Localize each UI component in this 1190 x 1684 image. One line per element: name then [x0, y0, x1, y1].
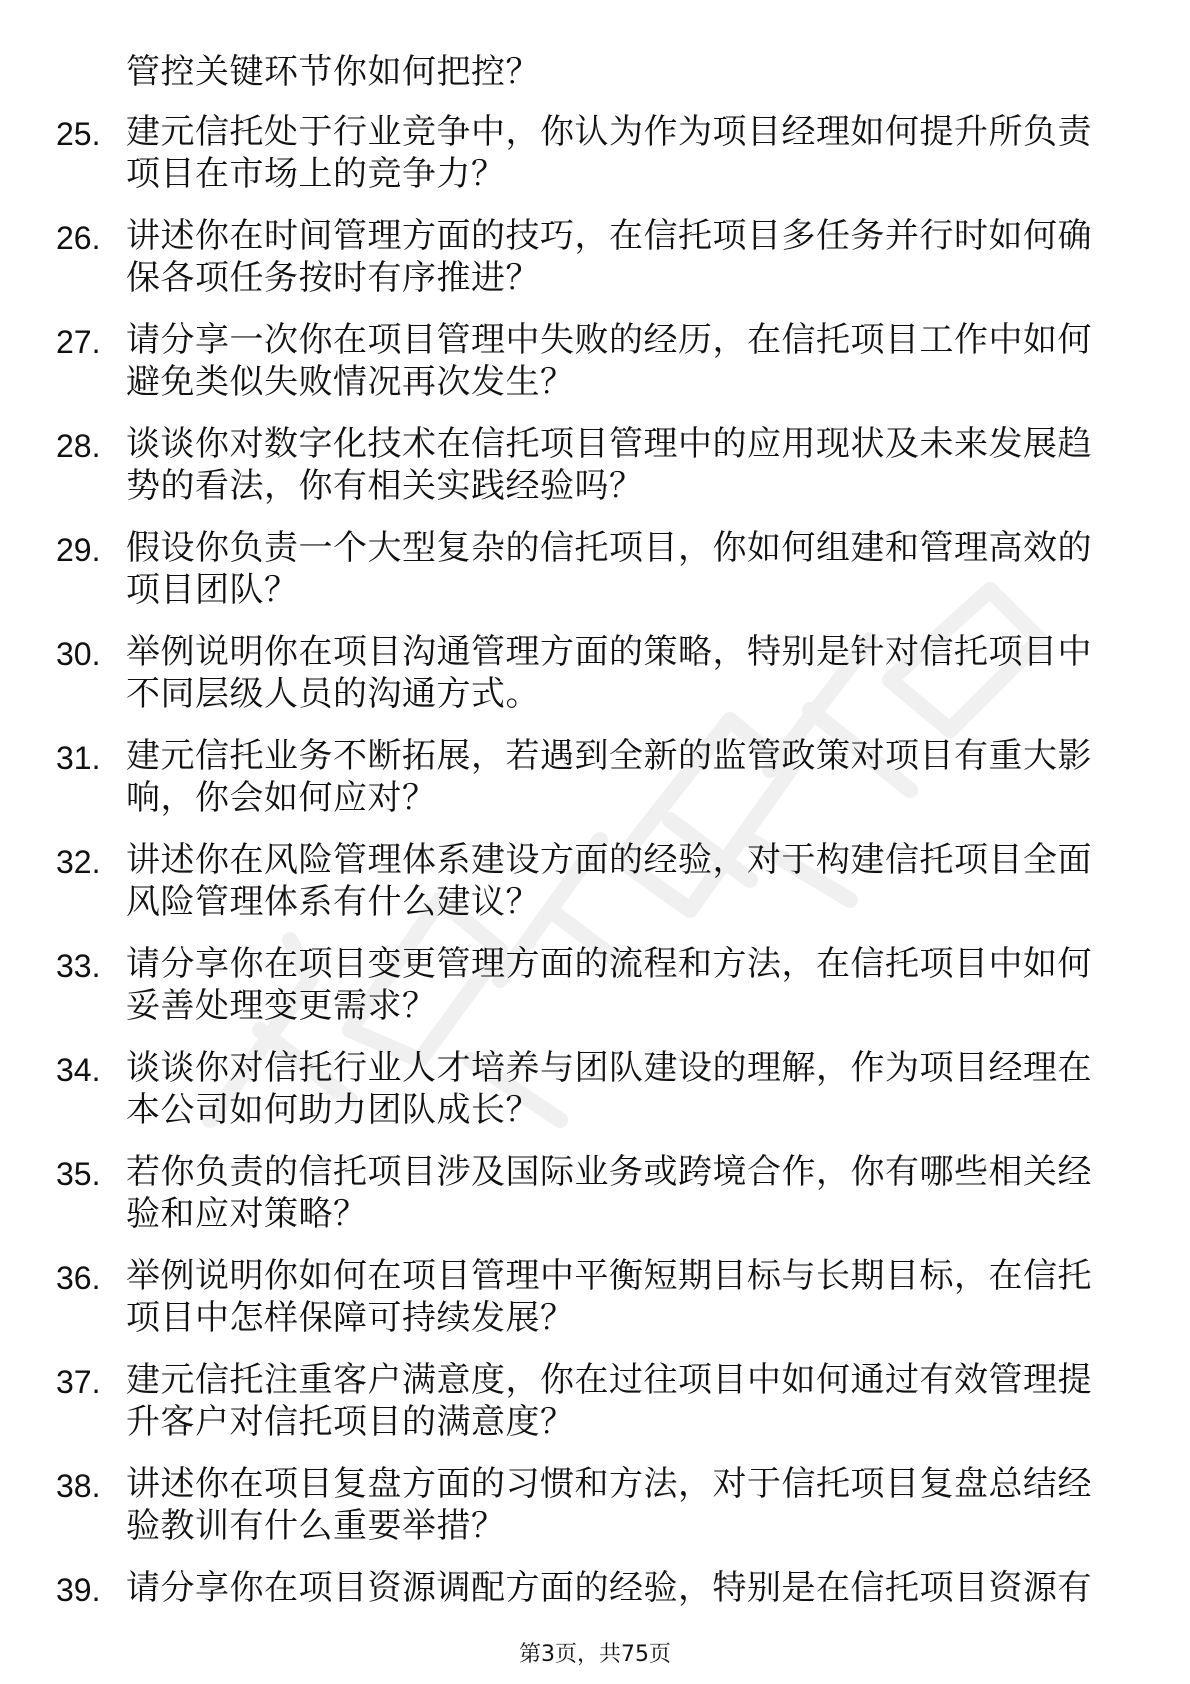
- question-number: 26.: [56, 220, 101, 256]
- question-number: 39.: [56, 1572, 101, 1608]
- question-text-line-2: 项目在市场上的竞争力？: [126, 154, 506, 194]
- question-text-line-1: 谈谈你对信托行业人才培养与团队建设的理解，作为项目经理在: [126, 1048, 1092, 1088]
- question-number: 34.: [56, 1052, 101, 1088]
- question-text-line-1: 请分享一次你在项目管理中失败的经历，在信托项目工作中如何: [126, 320, 1092, 360]
- question-text-line-1: 谈谈你对数字化技术在信托项目管理中的应用现状及未来发展趋: [126, 424, 1092, 464]
- list-item: [0, 624, 1190, 728]
- list-item: [0, 208, 1190, 312]
- question-text-line-1: 举例说明你在项目沟通管理方面的策略，特别是针对信托项目中: [126, 632, 1092, 672]
- question-text-line-1: 讲述你在时间管理方面的技巧，在信托项目多任务并行时如何确: [126, 216, 1092, 256]
- question-text-line-2: 升客户对信托项目的满意度？: [126, 1402, 575, 1442]
- question-text-line-1: 请分享你在项目资源调配方面的经验，特别是在信托项目资源有: [126, 1568, 1092, 1608]
- continued-question-text: 管控关键环节你如何把控？: [126, 52, 540, 92]
- question-number: 29.: [56, 532, 101, 568]
- question-number: 31.: [56, 740, 101, 776]
- list-item: [0, 520, 1190, 624]
- question-number: 33.: [56, 948, 101, 984]
- question-text-line-1: 建元信托处于行业竞争中，你认为作为项目经理如何提升所负责: [126, 112, 1092, 152]
- question-number: 32.: [56, 844, 101, 880]
- list-item: [0, 728, 1190, 832]
- question-number: 36.: [56, 1260, 101, 1296]
- question-text-line-2: 势的看法，你有相关实践经验吗？: [126, 466, 644, 506]
- question-text-line-1: 建元信托业务不断拓展，若遇到全新的监管政策对项目有重大影: [126, 736, 1092, 776]
- list-item: [0, 936, 1190, 1040]
- question-number: 37.: [56, 1364, 101, 1400]
- question-text-line-1: 建元信托注重客户满意度，你在过往项目中如何通过有效管理提: [126, 1360, 1092, 1400]
- list-item: [0, 1040, 1190, 1144]
- question-number: 28.: [56, 428, 101, 464]
- list-item: [0, 312, 1190, 416]
- page-footer: 第3页，共75页: [519, 1642, 671, 1667]
- question-text-line-2: 验和应对策略？: [126, 1194, 368, 1234]
- question-number: 30.: [56, 636, 101, 672]
- question-text-line-1: 讲述你在项目复盘方面的习惯和方法，对于信托项目复盘总结经: [126, 1464, 1092, 1504]
- list-item: [0, 1352, 1190, 1456]
- question-text-line-2: 项目中怎样保障可持续发展？: [126, 1298, 575, 1338]
- list-item: [0, 1144, 1190, 1248]
- list-item: [0, 1456, 1190, 1560]
- question-text-line-2: 验教训有什么重要举措？: [126, 1506, 506, 1546]
- list-item: [0, 416, 1190, 520]
- question-text-line-1: 请分享你在项目变更管理方面的流程和方法，在信托项目中如何: [126, 944, 1092, 984]
- question-text-line-2: 避免类似失败情况再次发生？: [126, 362, 575, 402]
- question-number: 35.: [56, 1156, 101, 1192]
- question-number: 27.: [56, 324, 101, 360]
- list-item: [0, 832, 1190, 936]
- question-text-line-1: 若你负责的信托项目涉及国际业务或跨境合作，你有哪些相关经: [126, 1152, 1092, 1192]
- question-text-line-2: 风险管理体系有什么建议？: [126, 882, 540, 922]
- question-number: 25.: [56, 116, 101, 152]
- question-text-line-2: 妥善处理变更需求？: [126, 986, 437, 1026]
- question-text-line-2: 本公司如何助力团队成长？: [126, 1090, 540, 1130]
- question-number: 38.: [56, 1468, 101, 1504]
- question-text-line-1: 讲述你在风险管理体系建设方面的经验，对于构建信托项目全面: [126, 840, 1092, 880]
- question-text-line-2: 响，你会如何应对？: [126, 778, 437, 818]
- question-text-line-2: 保各项任务按时有序推进？: [126, 258, 540, 298]
- question-text-line-2: 项目团队？: [126, 570, 299, 610]
- list-item: [0, 1248, 1190, 1352]
- question-list: [0, 104, 1190, 1664]
- question-text-line-1: 假设你负责一个大型复杂的信托项目，你如何组建和管理高效的: [126, 528, 1092, 568]
- question-text-line-1: 举例说明你如何在项目管理中平衡短期目标与长期目标，在信托: [126, 1256, 1092, 1296]
- question-text-line-2: 不同层级人员的沟通方式。: [126, 674, 540, 714]
- list-item: [0, 104, 1190, 208]
